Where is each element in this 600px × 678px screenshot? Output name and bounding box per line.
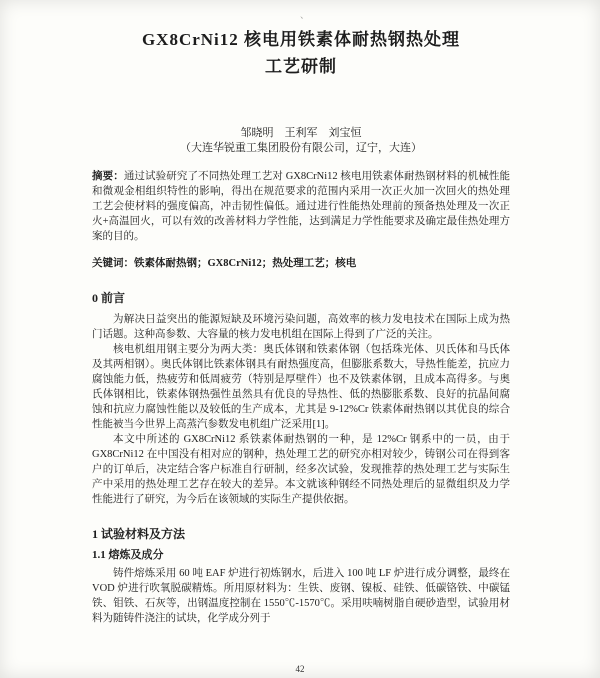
materials-paragraph-1: 铸件熔炼采用 60 吨 EAF 炉进行初炼钢水，后进入 100 吨 LF 炉进行成分调整，最终在 VOD 炉进行吹氧脱碳精炼。所用原材料为：生铁、废钢、镍板、硅铁、低碳铬铁、中碳锰铁、钼铁、石灰等，出钢温度控制在 1550℃-1570℃。采用呋喃树脂自硬砂造型，试验用材料为随铸件浇注的试块，化学成分列于 — [92, 568, 510, 624]
scan-artifact: 、 — [300, 10, 310, 20]
section-heading-materials: 1 试验材料及方法 — [92, 527, 186, 541]
affiliation-line: （大连华锐重工集团股份有限公司，辽宁，大连） — [180, 142, 422, 154]
keywords-label: 关键词： — [92, 258, 134, 269]
keywords-block — [92, 256, 510, 271]
paper-title-line-1: GX8CrNi12 核电用铁素体耐热钢热处理 — [141, 30, 461, 49]
intro-paragraph-2: 核电机组用钢主要分为两大类：奥氏体钢和铁素体钢（包括珠光体、贝氏体和马氏体及其两相钢）。奥氏体钢比铁素体钢具有耐热强度高，但膨胀系数大，导热性能差，抗应力腐蚀能力低，热疲劳和低周疲劳（特别是厚壁件）也不及铁素体钢，且成本高得多。与奥氏体钢相比，铁素体钢热强性虽然具有优良的导热性、低的热膨胀系数、良好的抗晶间腐蚀和抗应力腐蚀性能以及较低的生产成本，尤其是 9-12%Cr 铁素体耐热钢以其优良的综合性能被当今世界上高蒸汽参数发电机组广泛采用[1]。 — [92, 344, 510, 430]
section-heading-intro: 0 前言 — [92, 291, 126, 305]
abstract-label: 摘要： — [92, 171, 124, 182]
authors-line: 邹晓明 王利军 刘宝恒 — [240, 127, 362, 139]
abstract-block — [92, 169, 510, 244]
paper-title-line-2: 工艺研制 — [265, 57, 337, 76]
keywords-text: 铁素体耐热钢；GX8CrNi12；热处理工艺；核电 — [134, 258, 357, 269]
intro-paragraph-1: 为解决日益突出的能源短缺及环境污染问题，高效率的核力发电技术在国际上成为热门话题。这种高参数、大容量的核力发电机组在国际上得到了广泛的关注。 — [92, 314, 510, 340]
intro-paragraph-3: 本文中所述的 GX8CrNi12 系铁素体耐热钢的一种，是 12%Cr 钢系中的一员，由于 GX8CrNi12 在中国没有相对应的钢种，热处理工艺的研究亦相对较少，铸钢公司在得到客户的订单后，决定结合客户标准自行研制，经多次试验，发现推荐的热处理工艺与实际生产中采用的热处理工艺存在较大的差异。本文就该种钢经不同热处理后的显微组织及力学性能进行了研究，为今后在该领域的实际生产提供依据。 — [92, 434, 510, 505]
abstract-text: 通过试验研究了不同热处理工艺对 GX8CrNi12 核电用铁素体耐热钢材料的机械性能和微观金相组织特性的影响，得出在规范要求的范围内采用一次正火加一次回火的热处理工艺会使材料的强度偏高，冲击韧性偏低。通过进行性能热处理前的预备热处理及一次正火+高温回火，可以有效的改善材料力学性能，达到满足力学性能要求及确定最佳热处理方案的目的。 — [92, 171, 510, 242]
paper-title — [92, 26, 510, 80]
page-number: 42 — [295, 664, 305, 674]
subsection-heading-melting: 1.1 熔炼及成分 — [92, 549, 164, 561]
